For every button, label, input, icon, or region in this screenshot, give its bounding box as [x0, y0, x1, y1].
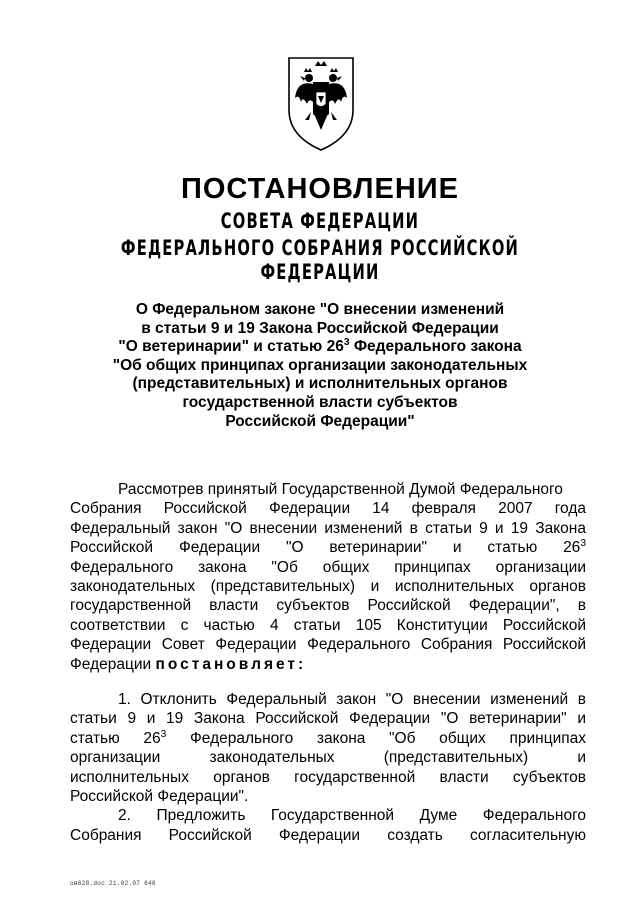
text-line: Федеральный закон "О внесении изменений в статьи 9 и 19 Закона — [70, 519, 586, 537]
text-line: Рассмотрев принятый Государственной Думой Федерального — [118, 481, 563, 498]
clause-2-line: 2. Предложить Государственной Думе Федерального — [118, 807, 586, 825]
subject-line: "О ветеринарии" и статью $26^3$ Федерального закона — [118, 337, 522, 356]
text-line: Российской Федерации". — [70, 788, 249, 806]
subject-line: (представительных) и исполнительных органов — [132, 375, 508, 393]
text-line: Федерации постановляет: — [70, 655, 307, 673]
subject-line: "Об общих принципах организации законодательных — [112, 356, 528, 374]
preamble-paragraph — [70, 480, 586, 674]
coat-of-arms-icon — [283, 52, 359, 152]
subject-line: О Федеральном законе "О внесении изменений — [135, 301, 505, 318]
clause-2-line: Собрания Российской Федерации создать согласительную — [70, 826, 586, 844]
superscript: 3 — [160, 728, 167, 740]
text-line: статью $26^3$ Федерального закона "Об общих принципах — [70, 728, 586, 747]
text-line: соответствии с частью 4 статьи 105 Конституции Российской — [70, 616, 586, 634]
subject-line: Российской Федерации" — [225, 412, 415, 430]
text-line: законодательных (представительных) и исполнительных органов — [70, 578, 586, 596]
resolution-subject — [80, 301, 560, 431]
document-code: ов628.doc 21.02.07 648 — [70, 880, 156, 887]
subject-line: государственной власти субъектов — [182, 393, 458, 411]
subject-line: в статьи 9 и 19 Закона Российской Федерации — [141, 319, 499, 337]
issuer-line-1: СОВЕТА ФЕДЕРАЦИИ — [220, 209, 420, 233]
text-line: организации законодательных (представительных) и — [70, 749, 586, 767]
text-line: государственной власти субъектов Российской Федерации", в — [70, 597, 586, 615]
superscript: 3 — [580, 538, 586, 550]
text-line: Собрания Российской Федерации 14 февраля 2007 года — [70, 500, 586, 518]
text-line: 1. Отклонить Федеральный закон "О внесении изменений в — [118, 691, 586, 708]
text-line: Российской Федерации "О ветеринарии" и статью $26^3$ — [70, 538, 586, 557]
superscript: 3 — [343, 337, 350, 349]
resolves-keyword: постановляет: — [155, 655, 307, 673]
clause-1 — [70, 690, 586, 845]
issuer-line-2: ФЕДЕРАЛЬНОГО СОБРАНИЯ РОССИЙСКОЙ ФЕДЕРАЦИИ — [120, 236, 520, 284]
text-line: Федерации Совет Федерации Федерального Собрания Российской — [70, 636, 586, 654]
text-line: статьи 9 и 19 Закона Российской Федерации "О ветеринарии" и — [70, 710, 586, 728]
text-line: Федерального закона "Об общих принципах организации — [70, 558, 586, 576]
document-type-heading: ПОСТАНОВЛЕНИЕ — [181, 173, 459, 205]
text-line: исполнительных органов государственной власти субъектов — [70, 768, 586, 786]
